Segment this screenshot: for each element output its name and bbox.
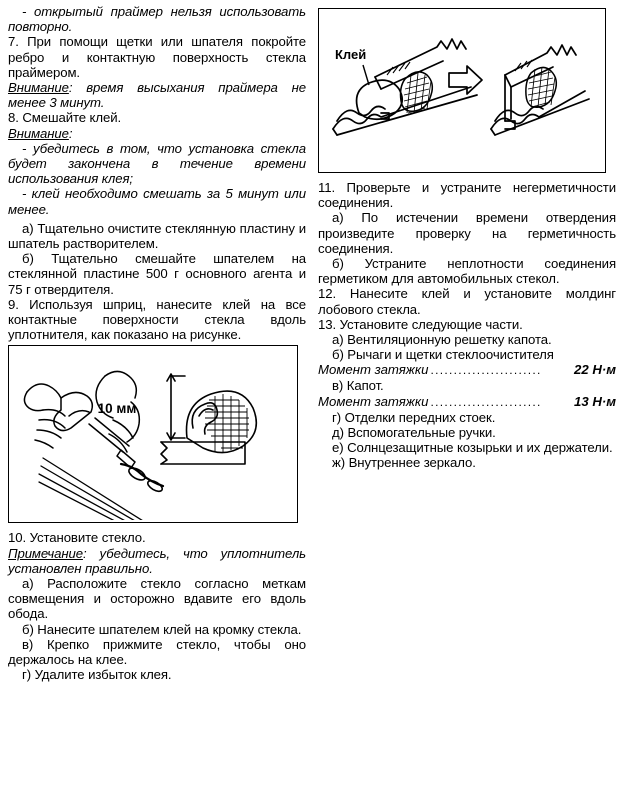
step-12: 12. Нанесите клей и установите молдинг лобового стекла.: [318, 286, 616, 317]
torque-spec-leader: ........................: [430, 394, 542, 409]
note-drying-time-sep: :: [68, 80, 73, 96]
attention-heading: [8, 126, 306, 141]
bullet-install-window: - убедитесь в том, что установка стекла будет закончена в течение времени использования клея;: [8, 140, 306, 187]
attention-heading-sep: :: [68, 125, 73, 141]
step-10b: б) Нанесите шпателем клей на кромку стекла.: [22, 621, 302, 637]
spacer: [8, 523, 306, 530]
figure-adhesive-bead: [8, 345, 298, 523]
step-13c: в) Капот.: [332, 378, 384, 394]
figure-glue-label: Клей: [335, 47, 367, 62]
step-9: 9. Используя шприц, нанесите клей на все контактные поверхности стекла вдоль уплотнителя, как показано на рисунке.: [8, 296, 306, 343]
step-13: 13. Установите следующие части.: [318, 316, 523, 332]
step-13f: е) Солнцезащитные козырьки и их держатели.: [332, 440, 613, 456]
step-11: 11. Проверьте и устраните негерметичности соединения.: [318, 180, 616, 211]
note-seal-correct-label: Примечание: [8, 545, 83, 561]
step-10a: а) Расположите стекло согласно меткам совмещения и осторожно вдавите его вдоль обода.: [8, 576, 306, 622]
step-10c: в) Крепко прижмите стекло, чтобы оно держалось на клее.: [8, 636, 306, 668]
torque-spec-row: [318, 362, 616, 378]
bullet-primer-reuse: - открытый праймер нельзя использовать повторно.: [8, 4, 306, 35]
step-10d: г) Удалите избыток клея.: [22, 667, 172, 683]
step-8: 8. Смешайте клей.: [8, 110, 122, 126]
left-column: [8, 4, 306, 800]
torque-spec-label: Момент затяжки: [318, 393, 429, 409]
step-13a: а) Вентиляционную решетку капота.: [332, 332, 552, 348]
torque-spec-value: 22 Н·м: [573, 362, 616, 378]
note-drying-time-text: время высыхания праймера не менее 3 минут.: [8, 80, 306, 111]
right-column: [318, 4, 616, 800]
step-11b: б) Устраните неплотности соединения герметиком для автомобильных стекол.: [318, 256, 616, 287]
torque-spec-label: Момент затяжки: [318, 362, 429, 378]
note-drying-time: [8, 80, 306, 110]
note-seal-correct: [8, 546, 306, 576]
step-8a: а) Тщательно очистите стеклянную пластину и шпатель растворителем.: [8, 220, 306, 252]
step-13b: б) Рычаги и щетки стеклоочистителя: [332, 347, 554, 363]
spacer: [318, 173, 616, 180]
bullet-mix-time: - клей необходимо смешать за 5 минут или менее.: [8, 186, 306, 217]
figure-dimension-label: 10 мм: [97, 401, 137, 417]
step-13e: д) Вспомогательные ручки.: [332, 424, 496, 440]
torque-spec-value: 13 Н·м: [573, 393, 616, 409]
torque-spec-leader: ........................: [430, 363, 542, 378]
note-drying-time-label: Внимание: [8, 80, 69, 96]
note-seal-correct-text: убедитесь, что уплотнитель установлен правильно.: [8, 545, 306, 576]
torque-spec-row: [318, 394, 616, 410]
step-8b: б) Тщательно смешайте шпателем на стеклянной пластине 500 г основного агента и 75 г отвердителя.: [8, 251, 306, 297]
step-7: 7. При помощи щетки или шпателя покройте ребро и контактную поверхность стекла праймером.: [8, 34, 306, 80]
note-seal-correct-sep: :: [82, 545, 87, 561]
attention-heading-label: Внимание: [8, 125, 69, 141]
step-13g: ж) Внутреннее зеркало.: [332, 455, 476, 471]
step-10: 10. Установите стекло.: [8, 530, 146, 546]
figure-glue-seating: [318, 8, 606, 173]
step-11a: а) По истечении времени отвердения произведите проверку на герметичность соединения.: [318, 210, 616, 256]
step-13d: г) Отделки передних стоек.: [332, 409, 496, 425]
